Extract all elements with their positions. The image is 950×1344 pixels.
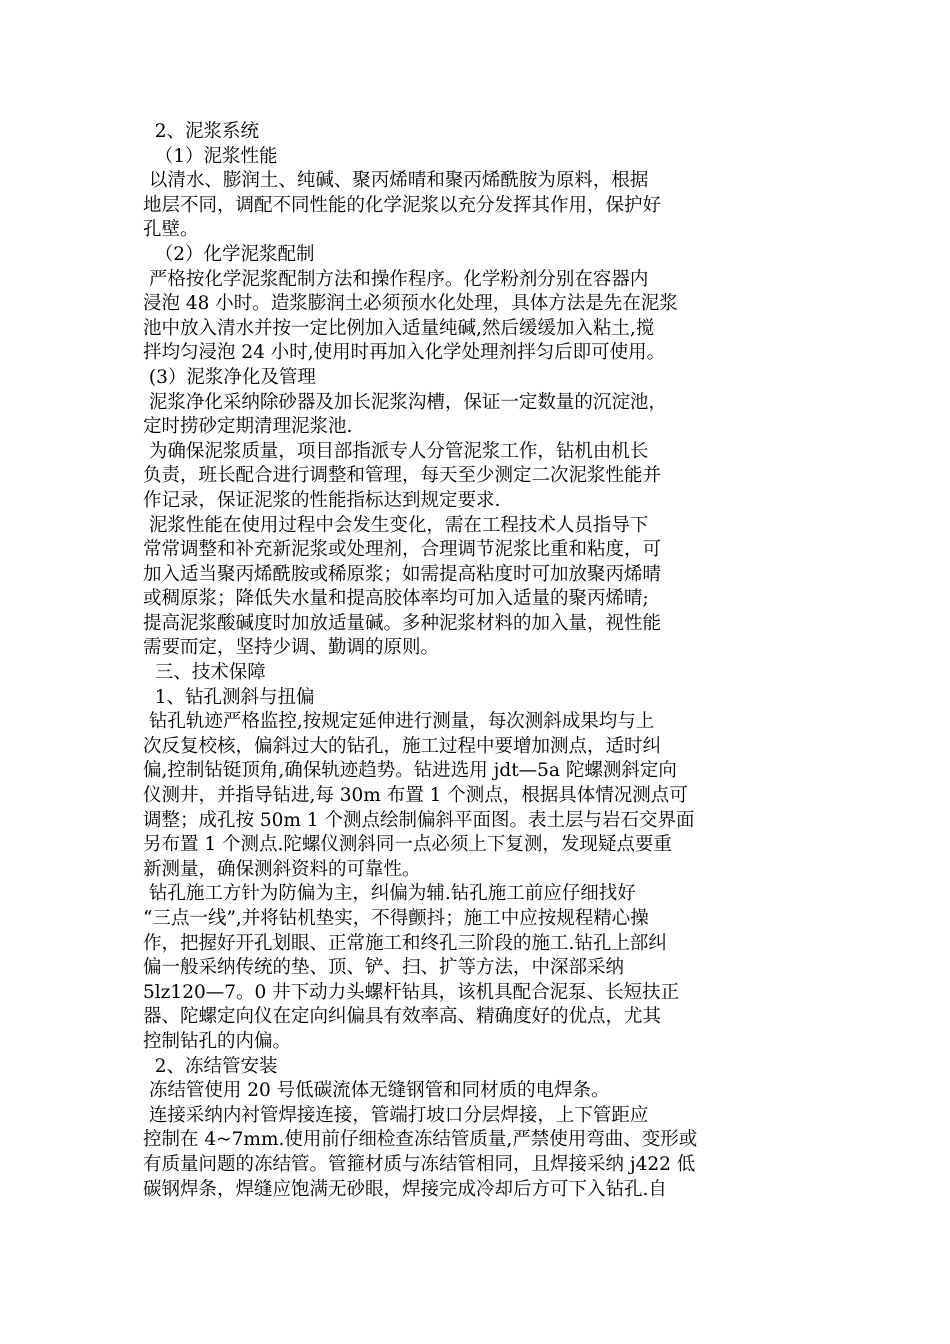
subsection-heading: 2、冻结管安装 [143,1055,278,1077]
paragraph-line: 负责，班长配合进行调整和管理，每天至少测定二次泥浆性能并 [143,465,662,487]
paragraph-line: 控制在 4~7mm.使用前仔细检查冻结管质量,严禁使用弯曲、变形或 [143,1129,698,1151]
paragraph-line: 冻结管使用 20 号低碳流体无缝钢管和同材质的电焊条。 [143,1080,610,1102]
subsection-heading: （2）化学泥浆配制 [143,243,315,265]
paragraph-line: 作，把握好开孔划眼、正常施工和终孔三阶段的施工.钻孔上部纠 [143,932,667,954]
paragraph-line: “三点一线”,并将钻机垫实，不得颤抖；施工中应按规程精心操 [143,908,649,929]
paragraph-line: 泥浆性能在使用过程中会发生变化，需在工程技术人员指导下 [143,514,649,536]
paragraph-line: 泥浆净化采纳除砂器及加长泥浆沟槽，保证一定数量的沉淀池， [143,391,667,413]
paragraph-line: 拌均匀浸泡 24 小时,使用时再加入化学处理剂拌匀后即可使用。 [143,342,666,364]
paragraph-line: 为确保泥浆质量，项目部指派专人分管泥浆工作，钻机由机长 [143,440,649,462]
paragraph-line: 调整；成孔按 50m 1 个测点绘制偏斜平面图。表土层与岩石交界面 [143,809,695,831]
subsection-heading: (3）泥浆净化及管理 [143,366,316,388]
paragraph-line: 以清水、膨润土、纯碱、聚丙烯晴和聚丙烯酰胺为原料，根据 [143,170,649,192]
paragraph-line: 连接采纳内衬管焊接连接，管端打坡口分层焊接，上下管距应 [143,1104,649,1126]
paragraph-line: 新测量，确保测斜资料的可靠性。 [143,858,421,880]
paragraph-line: 钻孔轨迹严格监控,按规定延伸进行测量，每次测斜成果均与上 [143,711,655,733]
paragraph-line: 加入适当聚丙烯酰胺或稀原浆；如需提高粘度时可加放聚丙烯晴 [143,563,662,585]
paragraph-line: 另布置 1 个测点.陀螺仪测斜同一点必须上下复测，发现疑点要重 [143,834,672,856]
paragraph-line: 地层不同，调配不同性能的化学泥浆以充分发挥其作用，保护好 [143,194,662,216]
paragraph-line: 次反复校核，偏斜过大的钻孔，施工过程中要增加测点，适时纠 [143,735,662,757]
paragraph-line: 控制钻孔的内偏。 [143,1030,292,1052]
document-body [143,120,803,1202]
paragraph-line: 作记录，保证泥浆的性能指标达到规定要求. [143,489,501,511]
paragraph-line: 器、陀螺定向仪在定向纠偏具有效率高、精确度好的优点，尤其 [143,1006,662,1028]
paragraph-line: 偏,控制钻铤顶角,确保轨迹趋势。钻进选用 jdt—5a 陀螺测斜定向 [143,760,677,782]
section-heading: 三、技术保障 [143,662,266,684]
paragraph-line: 孔壁。 [143,219,199,241]
paragraph-line: 仪测井，并指导钻进,每 30m 布置 1 个测点，根据具体情况测点可 [143,785,688,807]
paragraph-line: 池中放入清水并按一定比例加入适量纯碱,然后缓缓加入粘土,搅 [143,317,655,339]
paragraph-line: 提高泥浆酸碱度时加放适量碱。多种泥浆材料的加入量，视性能 [143,612,662,634]
paragraph-line: 常常调整和补充新泥浆或处理剂，合理调节泥浆比重和粘度，可 [143,539,662,561]
section-heading: 2、泥浆系统 [143,121,260,142]
paragraph-line: 有质量问题的冻结管。管箍材质与冻结管相同，且焊接采纳 j422 低 [143,1153,696,1175]
paragraph-line: 5lz120—7。0 井下动力头螺杆钻具，该机具配合泥泵、长短扶正 [143,981,680,1003]
paragraph-line: 浸泡 48 小时。造浆膨润土必须预水化处理，具体方法是先在泥浆 [143,293,678,315]
subsection-heading: 1、钻孔测斜与扭偏 [143,686,315,708]
paragraph-line: 严格按化学泥浆配制方法和操作程序。化学粉剂分别在容器内 [143,268,649,290]
paragraph-line: 偏一般采纳传统的垫、顶、铲、扫、扩等方法，中深部采纳 [143,957,625,979]
subsection-heading: （1）泥浆性能 [143,145,278,167]
paragraph-line: 钻孔施工方针为防偏为主，纠偏为辅.钻孔施工前应仔细找好 [143,883,636,905]
paragraph-line: 定时捞砂定期清理泥浆池. [143,416,353,438]
paragraph-line: 或稠原浆；降低失水量和提高胶体率均可加入适量的聚丙烯晴; [143,588,649,610]
paragraph-line: 碳钢焊条，焊缝应饱满无砂眼，焊接完成冷却后方可下入钻孔.自 [143,1178,667,1200]
paragraph-line: 需要而定，坚持少调、勤调的原则。 [143,637,440,659]
